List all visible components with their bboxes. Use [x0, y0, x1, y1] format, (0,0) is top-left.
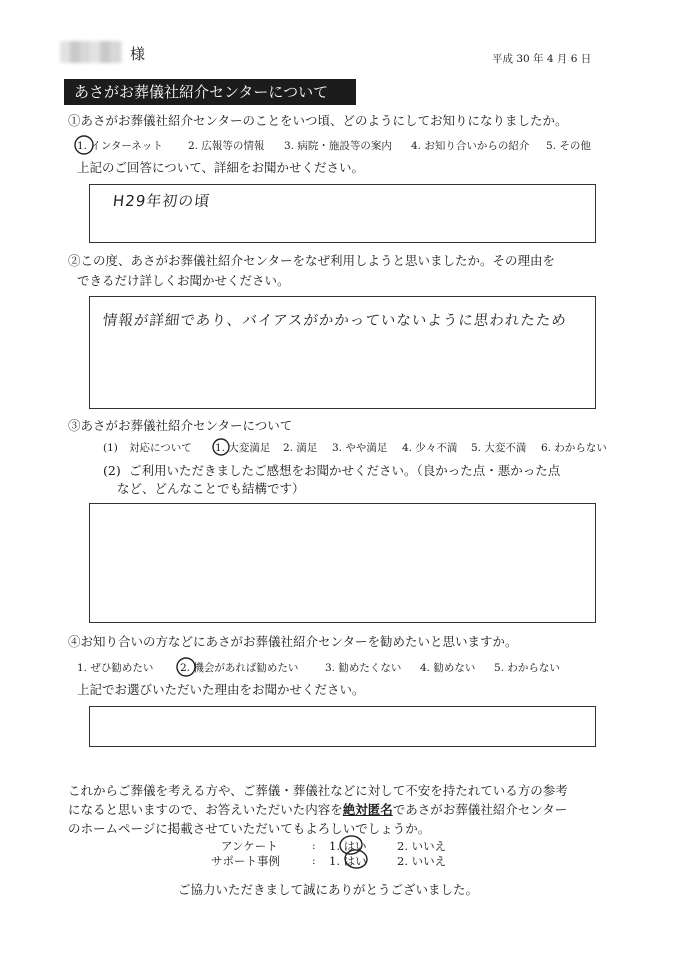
consent-line2 — [68, 802, 567, 818]
form-date: 平成 30 年 4 月 6 日 — [492, 53, 592, 65]
q1-answer: H29年初の頃 — [112, 192, 212, 210]
consent-line2-pre: になると思いますので、お答えいただいた内容を — [68, 802, 343, 817]
redacted-name — [60, 41, 122, 63]
q4-option-3[interactable]: 3. 勧めたくない — [325, 662, 402, 674]
q1-answer-box[interactable] — [89, 184, 596, 243]
closing-message: ご協力いただきまして誠にありがとうございました。 — [178, 882, 479, 897]
q2-question-line1: ②この度、あさがお葬儀社紹介センターをなぜ利用しようと思いましたか。その理由を — [68, 253, 556, 268]
consent-row-survey-yes[interactable]: 1. はい — [329, 839, 367, 853]
q1-followup: 上記のご回答について、詳細をお聞かせください。 — [77, 160, 365, 175]
q4-option-4[interactable]: 4. 勧めない — [420, 662, 476, 674]
consent-row-survey-no[interactable]: 2. いいえ — [397, 839, 447, 853]
q4-answer-box[interactable] — [89, 706, 596, 747]
q3-answer-box[interactable] — [89, 503, 596, 623]
q2-answer-box[interactable] — [89, 296, 596, 409]
consent-line1: これからご葬儀を考える方や、ご葬儀・葬儀社などに対して不安を持たれている方の参考 — [68, 783, 568, 798]
q2-question-line2: できるだけ詳しくお聞かせください。 — [77, 273, 290, 288]
q1-option-5[interactable]: 5. その他 — [546, 140, 591, 152]
q4-option-5[interactable]: 5. わからない — [494, 662, 560, 674]
consent-line3: のホームページに掲載させていただいてもよろしいでしょうか。 — [68, 821, 431, 836]
consent-row-case-label: サポート事例 — [211, 854, 280, 868]
q3-sub2-label: (2) — [103, 463, 121, 478]
consent-line2-post: であさがお葬儀社紹介センター — [392, 802, 568, 817]
q3-sub2-line1: ご利用いただきましたご感想をお聞かせください。（良かった点・悪かった点 — [129, 463, 561, 478]
q3-sub1-text: 対応について — [129, 442, 192, 454]
q1-option-3[interactable]: 3. 病院・施設等の案内 — [284, 140, 392, 152]
q4-option-2[interactable]: 2. 機会があれば勧めたい — [180, 662, 299, 674]
q4-followup: 上記でお選びいただいた理由をお聞かせください。 — [77, 682, 365, 697]
consent-row-case-yes[interactable]: 1. はい — [329, 854, 367, 868]
q1-option-4[interactable]: 4. お知り合いからの紹介 — [411, 140, 530, 152]
q1-question: ①あさがお葬儀社紹介センターのことをいつ頃、どのようにしてお知りになりましたか。 — [68, 113, 568, 128]
q4-question: ④お知り合いの方などにあさがお葬儀社紹介センターを勧めたいと思いますか。 — [68, 634, 518, 649]
honorific: 様 — [130, 45, 146, 63]
consent-row-case-colon: : — [312, 855, 316, 867]
q3-sub1-label: (1) — [103, 442, 118, 454]
q3-option-2[interactable]: 2. 満足 — [283, 442, 318, 454]
q3-option-1[interactable]: 1. 大変満足 — [215, 442, 271, 454]
q2-answer: 情報が詳細であり、バイアスがかかっていないように思われたため — [102, 313, 568, 329]
consent-row-survey-label: アンケート — [221, 839, 278, 853]
q3-option-6[interactable]: 6. わからない — [541, 442, 607, 454]
q1-option-1[interactable]: 1. インターネット — [77, 140, 163, 152]
consent-row-survey-colon: : — [312, 840, 316, 852]
q3-option-5[interactable]: 5. 大変不満 — [471, 442, 527, 454]
q3-option-3[interactable]: 3. やや満足 — [332, 442, 388, 454]
consent-row-case-no[interactable]: 2. いいえ — [397, 854, 447, 868]
banner-title: あさがお葬儀社紹介センターについて — [64, 79, 356, 105]
consent-emphasis: 絶対匿名 — [342, 802, 393, 817]
q3-sub2-line2: など、どんなことでも結構です） — [117, 481, 305, 496]
q3-option-4[interactable]: 4. 少々不満 — [402, 442, 458, 454]
q3-heading: ③あさがお葬儀社紹介センターについて — [68, 418, 293, 433]
q4-option-1[interactable]: 1. ぜひ勧めたい — [77, 662, 154, 674]
q1-option-2[interactable]: 2. 広報等の情報 — [188, 140, 265, 152]
